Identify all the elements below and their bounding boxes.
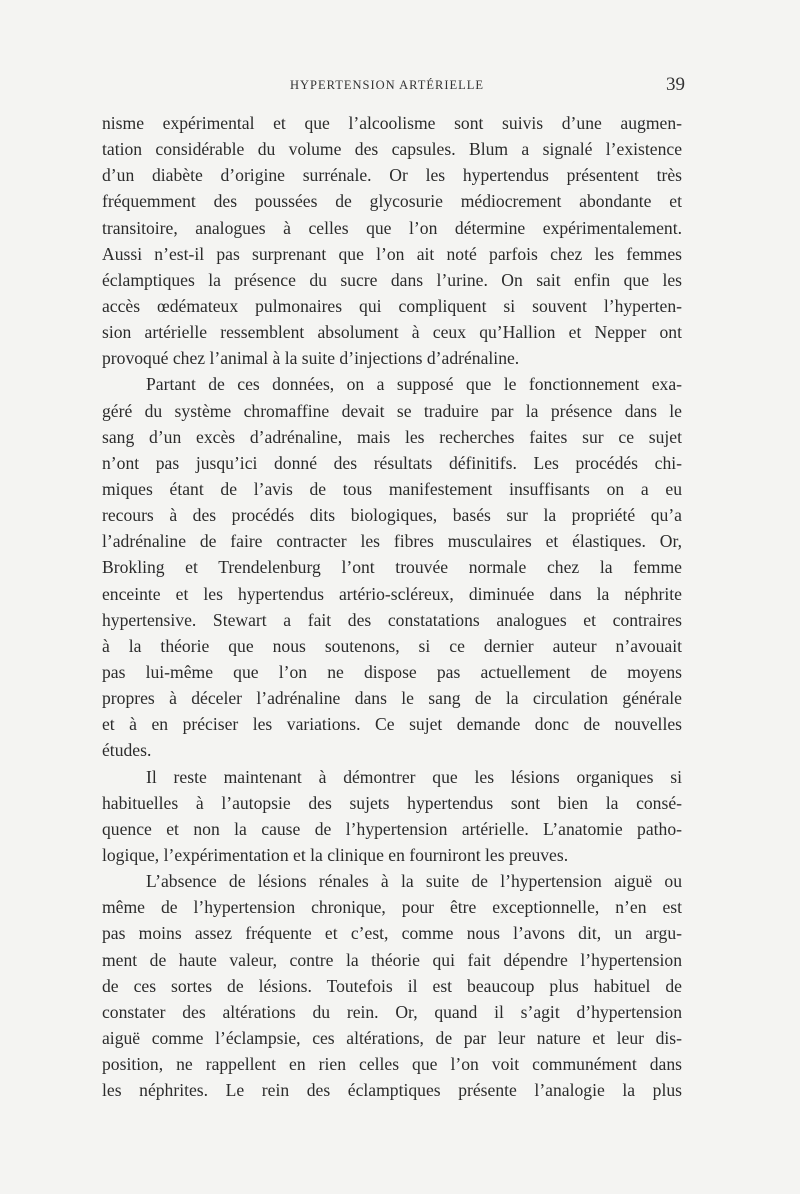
text-line: éclamptiques la présence du sucre dans l’urine. On sait enfin que les [102, 269, 682, 290]
text-line: Aussi n’est-il pas surprenant que l’on ait noté parfois chez les femmes [102, 243, 682, 264]
text-line: sion artérielle ressemblent absolument à ceux qu’Hallion et Nepper ont [102, 322, 682, 343]
text-line: constater des altérations du rein. Or, quand il s’agit d’hypertension [102, 1001, 682, 1022]
text-line: enceinte et les hypertendus artério-scléreux, diminuée dans la néphrite [102, 583, 682, 604]
text-line: pas moins assez fréquente et c’est, comme nous l’avons dit, un argu- [102, 923, 682, 944]
text-line: à la théorie que nous soutenons, si ce dernier auteur n’avouait [102, 635, 682, 656]
text-line: habituelles à l’autopsie des sujets hypertendus sont bien la consé- [102, 792, 682, 813]
text-line: propres à déceler l’adrénaline dans le sang de la circulation générale [102, 688, 682, 709]
text-line: Il reste maintenant à démontrer que les lésions organiques si [146, 766, 682, 787]
text-line: n’ont pas jusqu’ici donné des résultats définitifs. Les procédés chi- [102, 452, 682, 473]
text-line: d’un diabète d’origine surrénale. Or les hypertendus présentent très [102, 165, 682, 186]
text-line: provoqué chez l’animal à la suite d’injections d’adrénaline. [102, 348, 520, 369]
text-line: logique, l’expérimentation et la clinique en fourniront les preuves. [102, 844, 569, 865]
text-line: accès œdémateux pulmonaires qui compliquent si souvent l’hyperten- [102, 295, 682, 316]
text-line: quence et non la cause de l’hypertension artérielle. L’anatomie patho- [102, 818, 682, 839]
page-number: 39 [666, 74, 685, 95]
text-line: de ces sortes de lésions. Toutefois il est beaucoup plus habituel de [102, 975, 682, 996]
body-text [102, 110, 682, 1103]
text-line: L’absence de lésions rénales à la suite de l’hypertension aiguë ou [146, 871, 682, 892]
text-line: aiguë comme l’éclampsie, ces altérations, de par leur nature et leur dis- [102, 1027, 682, 1048]
running-title: HYPERTENSION ARTÉRIELLE [290, 78, 485, 92]
page-header [100, 76, 685, 98]
text-line: hypertensive. Stewart a fait des constatations analogues et contraires [102, 609, 682, 630]
text-line: nisme expérimental et que l’alcoolisme sont suivis d’une augmen- [102, 113, 682, 133]
text-line: études. [102, 740, 152, 761]
text-line: même de l’hypertension chronique, pour être exceptionnelle, n’en est [102, 897, 682, 918]
text-line: miques étant de l’avis de tous manifestement insuffisants on a eu [102, 478, 682, 499]
text-line: et à en préciser les variations. Ce sujet demande donc de nouvelles [102, 714, 682, 735]
text-line: fréquemment des poussées de glycosurie médiocrement abondante et [102, 191, 682, 212]
text-line: recours à des procédés dits biologiques, basés sur la propriété qu’a [102, 505, 682, 526]
text-line: Brokling et Trendelenburg l’ont trouvée normale chez la femme [102, 557, 682, 578]
text-line: géré du système chromaffine devait se traduire par la présence dans le [102, 400, 682, 421]
text-line: Partant de ces données, on a supposé que le fonctionnement exa- [146, 374, 682, 395]
text-line: sang d’un excès d’adrénaline, mais les recherches faites sur ce sujet [102, 426, 682, 447]
text-line: l’adrénaline de faire contracter les fibres musculaires et élastiques. Or, [102, 531, 682, 552]
text-line: ment de haute valeur, contre la théorie qui fait dépendre l’hypertension [102, 949, 682, 970]
text-line: les néphrites. Le rein des éclamptiques présente l’analogie la plus [102, 1080, 682, 1101]
text-line: position, ne rappellent en rien celles que l’on voit communément dans [102, 1054, 682, 1075]
text-line: transitoire, analogues à celles que l’on détermine expérimentalement. [102, 217, 682, 238]
text-line: pas lui-même que l’on ne dispose pas actuellement de moyens [102, 661, 682, 682]
text-line: tation considérable du volume des capsules. Blum a signalé l’existence [102, 139, 682, 160]
